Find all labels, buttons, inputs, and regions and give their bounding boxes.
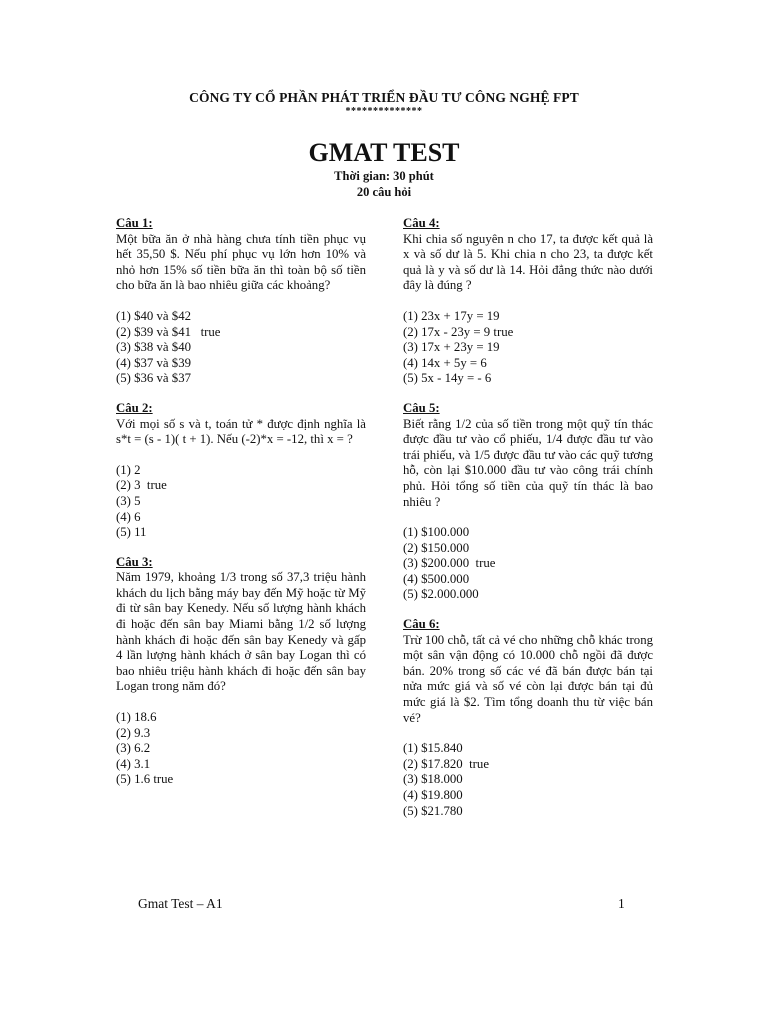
answer-option: (5) $21.780 (403, 803, 463, 818)
question-count: 20 câu hỏi (356, 185, 412, 199)
question-label: Câu 2: (116, 400, 153, 415)
answer-option: (5) 11 (116, 525, 147, 540)
answer-option: (1) $15.840 (403, 741, 463, 756)
answer-option: (3) $18.000 (403, 772, 463, 787)
question-text: Với mọi số s và t, toán tử * được định nghĩa là s*t = (s - 1)( t + 1). Nếu (-2)*x = -12, thì x = ? (116, 416, 366, 447)
answer-option: (2) $39 và $41 true (116, 324, 221, 339)
answer-option: (2) $17.820 true (403, 756, 490, 771)
page-number: 1 (618, 896, 625, 911)
answer-option: (2) 17x - 23y = 9 true (403, 324, 514, 339)
answer-option: (3) 5 (116, 493, 141, 508)
answer-option: (4) $19.800 (403, 788, 463, 802)
question-block (116, 401, 366, 541)
company-name: CÔNG TY CỔ PHẦN PHÁT TRIỂN ĐẦU TƯ CÔNG NGHỆ FPT (189, 90, 579, 105)
right-column (403, 216, 653, 833)
question-label: Câu 4: (403, 216, 440, 230)
answer-option: (5) 5x - 14y = - 6 (403, 371, 492, 386)
question-block (116, 555, 366, 788)
answer-option: (3) $38 và $40 (116, 340, 191, 355)
answer-option: (4) 14x + 5y = 6 (403, 355, 487, 370)
footer-label: Gmat Test – A1 (138, 896, 223, 911)
question-block (116, 216, 366, 387)
question-label: Câu 6: (403, 617, 440, 632)
answer-option: (3) 17x + 23y = 19 (403, 340, 500, 355)
time-limit: Thời gian: 30 phút (334, 169, 434, 183)
page-title: GMAT TEST (308, 138, 460, 167)
answer-option: (4) 6 (116, 509, 141, 524)
answer-option: (3) $200.000 true (403, 556, 496, 571)
answer-option: (4) $500.000 (403, 571, 470, 586)
answer-option: (3) 6.2 (116, 741, 151, 756)
left-column (116, 216, 366, 802)
answer-option: (5) $36 và $37 (116, 371, 191, 386)
answer-option: (2) 3 true (116, 478, 167, 493)
question-block (403, 617, 653, 819)
question-label: Câu 3: (116, 554, 153, 569)
answer-option: (1) $100.000 (403, 525, 470, 540)
answer-option: (1) 2 (116, 462, 141, 477)
question-block (403, 216, 653, 387)
answer-option: (5) 1.6 true (116, 772, 174, 787)
question-label: Câu 5: (403, 400, 440, 415)
decorative-stars: ************** (345, 106, 423, 117)
answer-option: (2) $150.000 (403, 540, 470, 555)
answer-option: (4) 3.1 (116, 756, 151, 771)
question-text: Một bữa ăn ở nhà hàng chưa tính tiền phục vụ hết 35,50 $. Nếu phí phục vụ lớn hơn 10% và nhỏ hơn 15% số tiền bữa ăn thì toàn bộ số tiền cho bữa ăn là bao nhiêu giữa các khoảng? (116, 231, 366, 293)
question-text: Khi chia số nguyên n cho 17, ta được kết quả là x và số dư là 5. Khi chia n cho 23, ta được kết quả là y và số dư là 14. Hỏi đẳng thức nào dưới đây là đúng ? (403, 231, 653, 293)
answer-option: (4) $37 và $39 (116, 355, 191, 370)
question-block (403, 401, 653, 603)
question-text: Năm 1979, khoảng 1/3 trong số 37,3 triệu hành khách du lịch bằng máy bay đến Mỹ hoặc từ Mỹ đi từ sân bay Kenedy. Nếu số lượng hành khách đi hoặc đến sân bay Miami bằng 1/2 số lượng hành khách đi hoặc đến sân bay Kenedy và gấp 4 lần lượng hành khách ở sân bay Logan thì có bao nhiêu triệu hành khách đi hoặc đến sân bay Logan trong năm đó? (116, 570, 366, 694)
question-text: Biết rằng 1/2 của số tiền trong một quỹ tín thác được đầu tư vào cổ phiếu, 1/4 được đầu tư vào trái phiếu, và 1/5 được đầu tư vào các quỹ tương hỗ, còn lại $10.000 đầu tư vào công trái chính phủ. Hỏi tổng số tiền của quỹ tín thác là bao nhiêu ? (403, 416, 653, 509)
answer-option: (2) 9.3 (116, 725, 151, 740)
question-label: Câu 1: (116, 216, 153, 230)
answer-option: (1) 18.6 (116, 710, 157, 725)
answer-option: (1) 23x + 17y = 19 (403, 308, 500, 323)
answer-option: (5) $2.000.000 (403, 587, 479, 602)
answer-option: (1) $40 và $42 (116, 308, 191, 323)
question-text: Trừ 100 chỗ, tất cả vé cho những chỗ khác trong một sân vận động có 10.000 chỗ ngồi đã được bán. 20% trong số các vé đã bán được bán tại nửa mức giá và số vé còn lại được bán tại đủ mức giá là $2. Tìm tổng doanh thu từ việc bán vé? (403, 632, 653, 725)
